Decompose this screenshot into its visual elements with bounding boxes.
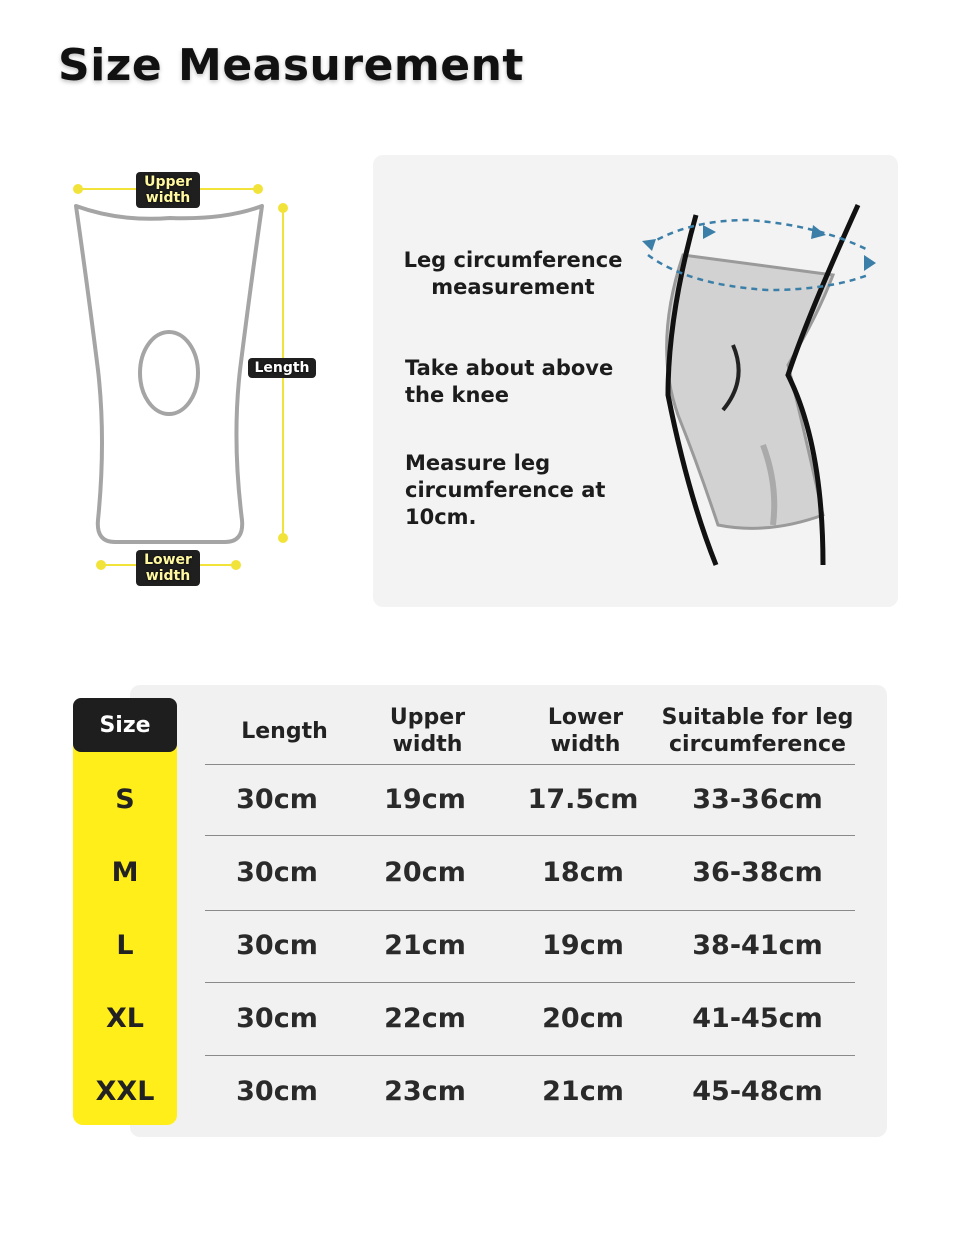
table-cell-circ: 45-48cm <box>692 1075 823 1107</box>
header-lower-width: Lower width <box>547 705 624 757</box>
size-cell-xxl: XXL <box>95 1075 155 1107</box>
leg-circumference-text: Leg circumference measurement <box>403 248 623 299</box>
knee-sleeve-icon <box>628 195 888 575</box>
table-cell-circ: 36-38cm <box>692 856 823 888</box>
table-cell-circ: 38-41cm <box>692 929 823 961</box>
table-cell-lower: 19cm <box>542 929 624 961</box>
table-cell-upper: 21cm <box>384 929 466 961</box>
page-title: Size Measurement <box>58 40 524 91</box>
table-cell-upper: 20cm <box>384 856 466 888</box>
table-cell-length: 30cm <box>236 1002 318 1034</box>
table-cell-upper: 23cm <box>384 1075 466 1107</box>
table-cell-upper: 22cm <box>384 1002 466 1034</box>
row-divider <box>205 982 855 983</box>
size-cell-l: L <box>116 929 134 961</box>
table-cell-circ: 41-45cm <box>692 1002 823 1034</box>
measure-at-text: Measure leg circumference at 10cm. <box>405 451 606 529</box>
table-cell-lower: 17.5cm <box>527 783 639 815</box>
size-cell-s: S <box>115 783 135 815</box>
header-upper-width: Upper width <box>389 705 466 757</box>
table-cell-lower: 18cm <box>542 856 624 888</box>
table-cell-lower: 21cm <box>542 1075 624 1107</box>
above-knee-text: Take about above the knee <box>405 356 614 407</box>
header-length: Length <box>241 718 328 744</box>
table-cell-lower: 20cm <box>542 1002 624 1034</box>
sleeve-outline-icon <box>60 170 350 590</box>
row-divider <box>205 1055 855 1056</box>
table-cell-length: 30cm <box>236 856 318 888</box>
table-cell-length: 30cm <box>236 1075 318 1107</box>
sleeve-diagram <box>60 170 350 590</box>
table-cell-upper: 19cm <box>384 783 466 815</box>
lower-width-tag: Lower width <box>136 550 200 586</box>
size-column-highlight <box>73 698 177 1125</box>
size-cell-xl: XL <box>105 1002 145 1034</box>
table-cell-length: 30cm <box>236 783 318 815</box>
size-cell-m: M <box>111 856 139 888</box>
row-divider <box>205 835 855 836</box>
row-divider <box>205 764 855 765</box>
table-cell-circ: 33-36cm <box>692 783 823 815</box>
header-leg-circumference: Suitable for leg circumference <box>661 705 854 757</box>
size-header: Size <box>73 698 177 752</box>
measurement-info-panel <box>373 155 898 607</box>
table-cell-length: 30cm <box>236 929 318 961</box>
row-divider <box>205 910 855 911</box>
upper-width-tag: Upper width <box>136 172 200 208</box>
length-tag: Length <box>248 358 316 378</box>
